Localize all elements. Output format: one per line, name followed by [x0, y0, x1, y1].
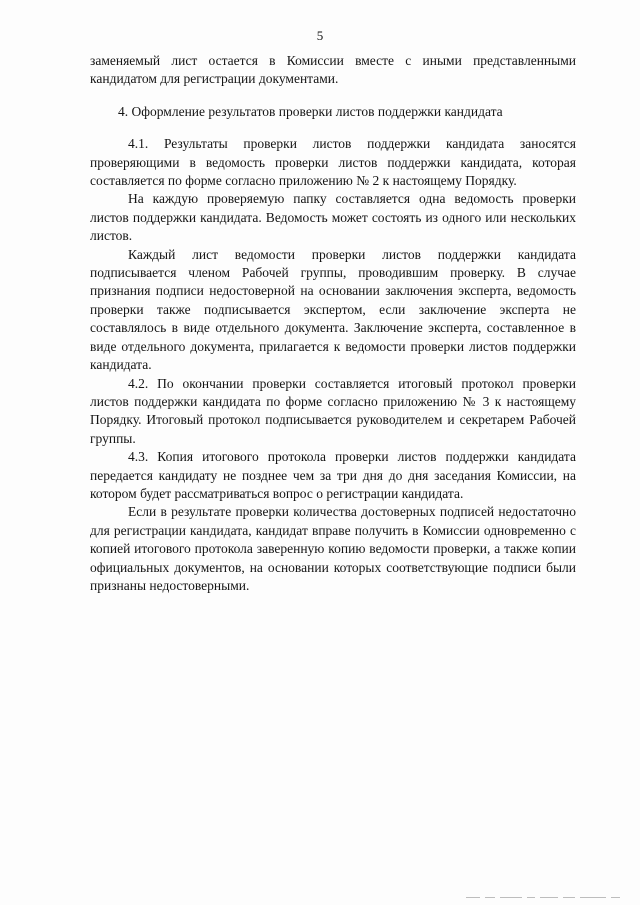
scan-footer-marks: [410, 896, 620, 899]
section-heading: 4. Оформление результатов проверки листов поддержки кандидата: [118, 103, 503, 119]
paragraph-4-2: 4.2. По окончании проверки составляется итоговый протокол проверки листов поддержки кандидата по форме согласно приложению № 3 к настоящему Порядку. Итоговый протокол подписывается руководителем и секретарем Рабочей группы.: [90, 375, 576, 446]
paragraph-insufficient-signatures: Если в результате проверки количества достоверных подписей недостаточно для регистрации кандидата, кандидат вправе получить в Комиссии одновременно с копией итогового протокола заверенную копию ведомости проверки, а также копии официальных документов, на основании которых соответствующие подписи были признаны недостоверными.: [90, 504, 576, 593]
continuation-paragraph: заменяемый лист остается в Комиссии вместе с иными представленными кандидатом для регистрации документами.: [90, 53, 576, 87]
document-body: [90, 52, 576, 595]
paragraph-ledger-signing: Каждый лист ведомости проверки листов поддержки кандидата подписывается членом Рабочей группы, проводившим проверку. В случае признания подписи недостоверной на основании заключения эксперта, ведомость проверки также подписывается экспертом, если заключение эксперта не составлялось в виде отдельного документа. Заключение эксперта, составленное в виде отдельного документа, прилагается к ведомости проверки листов поддержки кандидата.: [90, 246, 576, 373]
paragraph-folder-ledger: На каждую проверяемую папку составляется одна ведомость проверки листов поддержки кандидата. Ведомость может состоять из одного или нескольких листов.: [90, 191, 576, 244]
paragraph-4-3: 4.3. Копия итогового протокола проверки листов поддержки кандидата передается кандидату не позднее чем за три дня до дня заседания Комиссии, на котором будет рассматриваться вопрос о регистрации кандидата.: [90, 449, 576, 501]
paragraph-4-1: 4.1. Результаты проверки листов поддержки кандидата заносятся проверяющими в ведомость проверки листов поддержки кандидата, которая составляется по форме согласно приложению № 2 к настоящему Порядку.: [90, 136, 576, 189]
page-number: 5: [316, 28, 324, 43]
